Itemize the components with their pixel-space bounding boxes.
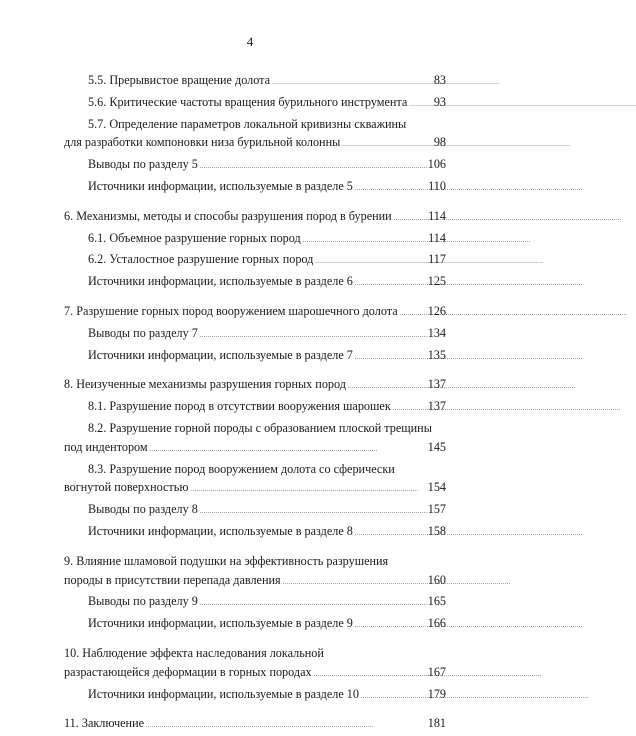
toc-entry-page: 154 [427, 480, 446, 495]
toc-entry-page: 134 [427, 325, 446, 340]
dot-leader [355, 272, 426, 294]
dot-leader [200, 592, 426, 614]
toc-entry[interactable] [64, 155, 446, 177]
dot-leader [409, 93, 432, 115]
dot-leader [355, 177, 426, 199]
toc-entry-page: 160 [427, 572, 446, 587]
dot-leader [314, 663, 426, 685]
dot-leader [393, 397, 426, 419]
toc-entry-page: 106 [427, 157, 446, 172]
dot-leader [272, 71, 432, 93]
toc-entry-title: вогнутой поверхностью [64, 480, 189, 495]
dot-leader [355, 346, 426, 368]
toc-entry-title: Выводы по разделу 5 [88, 157, 198, 172]
toc-entry-page: 137 [427, 377, 446, 392]
toc-entry-title: Источники информации, используемые в разделе 10 [88, 686, 359, 701]
dot-leader [315, 250, 426, 272]
toc-entry-title: Выводы по разделу 9 [88, 594, 198, 609]
toc-entry-title: Источники информации, используемые в разделе 9 [88, 616, 353, 631]
toc-entry-page: 114 [428, 208, 446, 223]
toc-entry[interactable] [64, 592, 446, 614]
toc-entry[interactable] [64, 115, 446, 156]
toc-entry-title: под индентором [64, 439, 148, 454]
toc-entry[interactable] [64, 375, 446, 397]
toc-entry-page: 167 [427, 664, 446, 679]
toc-entry[interactable] [64, 71, 446, 93]
toc-entry-page: 166 [427, 616, 446, 631]
toc-entry[interactable] [64, 644, 446, 685]
toc-entry-page: 181 [427, 716, 446, 731]
toc-entry[interactable] [64, 500, 446, 522]
dot-leader [303, 229, 426, 251]
toc-entry-page: 125 [427, 274, 446, 289]
toc-entry-title: Выводы по разделу 7 [88, 325, 198, 340]
dot-leader [342, 133, 432, 155]
toc-entry-title: 5.6. Критические частоты вращения бурильного инструмента [88, 94, 408, 109]
toc-entry-title: 6.1. Объемное разрушение горных пород [88, 230, 301, 245]
toc-entry-page: 145 [427, 439, 446, 454]
dot-leader [190, 478, 425, 500]
toc-entry-page: 157 [427, 502, 446, 517]
toc-entry-title: разрастающейся деформации в горных породах [64, 664, 312, 679]
toc-entry[interactable] [64, 346, 446, 372]
toc-entry-title-line1: 8.3. Разрушение пород вооружением долота со сферически [88, 461, 395, 476]
toc-entry[interactable] [64, 207, 446, 229]
toc-entry[interactable] [64, 229, 446, 251]
toc-entry-page: 110 [428, 178, 446, 193]
toc-entry[interactable] [64, 324, 446, 346]
toc-entry[interactable] [64, 714, 446, 736]
dot-leader [355, 614, 426, 636]
table-of-contents [64, 71, 446, 736]
toc-entry-title: 11. Заключение [64, 716, 144, 731]
toc-entry[interactable] [64, 685, 446, 711]
toc-entry[interactable] [64, 93, 446, 115]
toc-entry-page: 83 [433, 73, 446, 87]
dot-leader [200, 324, 426, 346]
toc-entry[interactable] [64, 397, 446, 419]
dot-leader [394, 207, 426, 229]
toc-entry-page: 114 [428, 230, 446, 245]
toc-entry-title: 6. Механизмы, методы и способы разрушения пород в бурении [64, 208, 392, 223]
toc-entry-title: 8. Неизученные механизмы разрушения горных пород [64, 377, 346, 392]
toc-entry-page: 137 [427, 399, 446, 414]
toc-entry[interactable] [64, 552, 446, 593]
toc-entry[interactable] [64, 302, 446, 324]
toc-entry-page: 126 [427, 303, 446, 318]
toc-entry-title-line1: 9. Влияние шламовой подушки на эффективность разрушения [64, 553, 389, 568]
dot-leader [355, 522, 426, 544]
toc-entry-page: 158 [427, 523, 446, 538]
dot-leader [200, 500, 426, 522]
toc-entry[interactable] [64, 250, 446, 272]
toc-entry-title: Источники информации, используемые в разделе 8 [88, 523, 353, 538]
dot-leader [348, 375, 426, 397]
dot-leader [283, 571, 426, 593]
toc-entry-title: 5.5. Прерывистое вращение долота [88, 73, 271, 87]
toc-entry[interactable] [64, 272, 446, 298]
toc-entry-title: породы в присутствии перепада давления [64, 572, 281, 587]
dot-leader [400, 302, 426, 324]
toc-entry-title-line1: 5.7. Определение параметров локальной кривизны скважины [88, 116, 407, 131]
dot-leader [361, 685, 426, 707]
toc-entry-page: 179 [427, 686, 446, 701]
toc-entry-page: 98 [433, 135, 446, 150]
toc-entry[interactable] [64, 460, 446, 501]
toc-entry-title: Источники информации, используемые в разделе 5 [88, 178, 353, 193]
toc-entry-title: Источники информации, используемые в разделе 6 [88, 274, 353, 289]
toc-entry-title: Источники информации, используемые в разделе 7 [88, 347, 353, 362]
toc-entry-title: 6.2. Усталостное разрушение горных пород [88, 252, 314, 267]
toc-entry-title: 8.1. Разрушение пород в отсутствии вооружения шарошек [88, 399, 391, 414]
dot-leader [200, 155, 426, 177]
toc-entry[interactable] [64, 522, 446, 548]
toc-entry[interactable] [64, 177, 446, 203]
toc-entry-page: 117 [428, 252, 446, 267]
toc-entry[interactable] [64, 614, 446, 640]
toc-entry-page: 93 [433, 94, 446, 109]
dot-leader [150, 438, 426, 460]
page-number: 4 [246, 34, 254, 49]
toc-entry-page: 165 [427, 594, 446, 609]
toc-entry-title: для разработки компоновки низа бурильной колонны [64, 135, 341, 150]
toc-entry-title: Выводы по разделу 8 [88, 502, 198, 517]
dot-leader [146, 714, 426, 736]
toc-entry-page: 135 [427, 347, 446, 362]
toc-entry[interactable] [64, 419, 446, 460]
toc-entry-title-line1: 8.2. Разрушение горной породы с образованием плоской трещины [88, 420, 432, 435]
toc-entry-title-line1: 10. Наблюдение эффекта наследования локальной [64, 645, 324, 660]
toc-entry-title: 7. Разрушение горных пород вооружением шарошечного долота [64, 303, 398, 318]
